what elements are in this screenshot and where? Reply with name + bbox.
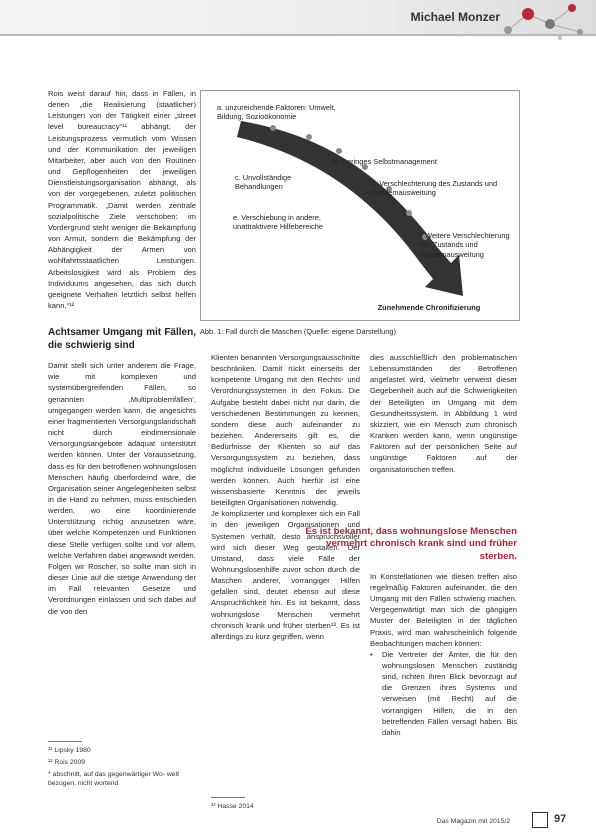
figure-label-b: b. Geringes Selbstmanagement: [333, 157, 437, 166]
page-number: 97: [554, 813, 567, 825]
arrow-dot: [270, 125, 276, 131]
footnote-rule: [48, 741, 82, 742]
bullet-item: [370, 649, 517, 738]
paragraph: In Konstellationen wie diesen treffen also regelmäßig Faktoren aufeinander, die den Umgang mit den Fällen schwierig machen. Vergegenwärtigt man sich die gängigen Muster der Beteiligten in der täglichen Praxis, wird man wahrscheinlich folgende Beobachtungen machen können:: [370, 571, 517, 648]
arrow-dot: [336, 148, 342, 154]
figure-diagram: [200, 90, 520, 321]
footnote: ¹¹ Lipsky 1980: [48, 747, 91, 754]
paragraph: Klienten benannten Versorgungsausschnitte beschränken. Damit rückt einerseits der kompetente Umgang mit den Rechts- und Verordnungssystemen in den Fokus. Die Aufgabe besteht dabei nicht nur darin, die verschiedenen Bestimmungen zu kennen, sondern diese auch aufeinander zu beziehen. Andererseits gilt es, die Bedürfnisse der Klienten so auf das Versorgungssystem zu beziehen, dass möglichst individuelle Lösungen gefunden werden können. Auch hierfür ist eine wissensbasierte Kenntnis der jeweils beteiligten Organisationen notwendig.: [211, 353, 360, 508]
footnote: ¹³ Hasse 2014: [211, 803, 254, 810]
paragraph: dies ausschließlich den problematischen Lebensumständen der Betroffenen angelastet wird, vielmehr verweist dieser Gegebenheit auch auf die Schwierigkeiten der Beteiligten im Umgang mit dem Gesundheitssystem. In Abbildung 1 wird skizziert, wie ein Mensch zum chronisch Kranken werden kann, wenn ungünstige Faktoren auf der persönlichen Seite auf ungünstige Faktoren auf der organisatorischen treffen.: [370, 353, 517, 474]
footnote: ¹² Rois 2009: [48, 759, 86, 766]
bullet-marker: •: [370, 649, 373, 659]
journal-footer: Das Magazin mit 2015/2: [436, 818, 510, 825]
figure-caption: Abb. 1: Fall durch die Maschen (Quelle: eigene Darstellung): [200, 327, 396, 336]
arrow-dot: [406, 210, 412, 216]
author-name: Michael Monzer: [410, 10, 500, 24]
funnel-arrow-graphic: [201, 91, 519, 320]
figure-label-f: f. Weitere Verschlechterung des Zustands und Problemausweitung: [419, 231, 510, 259]
molecule-decoration: [498, 0, 590, 42]
section-heading: Achtsamer Umgang mit Fällen, die schwierig sind: [48, 327, 196, 351]
paragraph: Folgen wir Roscher, so sollte man sich in dieser Linie auf die stetige Anwendung der im Fall relevanten Gesetze und Verordnungen einlassen und sich dabei auf die von den: [48, 561, 196, 616]
figure-label-d: d. Verschlechterung des Zustands und Problemausweitung: [371, 179, 498, 198]
figure-label-a: a. unzureichende Faktoren: Umwelt, Bildung, Sozioökonomie: [217, 103, 336, 122]
paragraph: Je komplizierter und komplexer sich ein Fall in den jeweiligen Organisationen und Systemen verhält, desto anspruchsvoller wird sich dieser Weg gestalten. Der Umstand, dass viele Fälle der Wohnungslosenhilfe zuvor schon durch die Maschen anderer, vorrangiger Hilfen gefallen sind, deutet ebenso auf diese Anspruchlichkeit hin. Es ist bekannt, dass wohnungslose Menschen vermehrt chronisch krank und früher sterben¹³. Es ist allerdings zu kurz gegriffen, wenn: [211, 509, 360, 641]
footnote-rule: [211, 797, 245, 798]
figure-label-bottom: Zunehmende Chronifizierung: [377, 303, 481, 312]
column-left: [48, 88, 196, 617]
paragraph: Damit stellt sich unter anderem die Frage, wie mit komplexen und systemübergreifenden Fällen, so genannten ‚Multiproblemfällen‘, umgegangen werden kann, die angesichts einer fragmentierten Versorgungslandschaft nicht durch eindimensionale Versorgungsangebote adäquat unterstützt werden können. Unter der Voraussetzung, dass es für den betroffenen wohnungslosen Menschen häufig überfordernd wäre, die Organisation seiner Angelegenheiten selbst in die Hand zu nehmen, muss entschieden werden, wo eine koordinierende Unterstützung richtig anzusetzen wäre, über welche Kompetenzen und Funktionen diese Stelle verfügen sollte und vor allem, welche Verfahren dabei angewandt werden.: [48, 361, 196, 560]
bullet-text: Die Vertreter der Ämter, die für den wohnungslosen Menschen zuständig sind, richten ihren Blick bevorzugt auf die Grenzen ihres Systems und verweisen (mit Recht) auf die vorrangigen Hilfen, die in den betreffenden Fällen versagt haben. Bis dahin: [382, 649, 517, 737]
figure-label-e: e. Verschiebung in andere, unattraktivere Hilfebereiche: [233, 213, 323, 232]
pull-quote: Es ist bekannt, dass wohnungslose Menschen vermehrt chronisch krank sind und früher sterben.: [305, 526, 517, 562]
arrow-dot: [306, 134, 312, 140]
figure-label-c: c. Unvollständige Behandlungen: [235, 173, 292, 192]
page-icon: [532, 812, 548, 828]
footnote: * abschnitt, auf das gegenwärtiger Wo- weit bezogen, nicht wortend: [48, 771, 179, 788]
paragraph: Rois weist darauf hin, dass in Fällen, in denen „die Realisierung (staatlicher) Leistungen von der Tätigkeit einer „street level bureaucracy“¹¹ abhängt, der Leistungsprozess vermutlich vom Wissen und der Kommunikation der jeweiligen Mitarbeiter, aber auch von den Routinen und Gepflogenheiten der jeweiligen Dienstleistungsorganisation abhängt, als von der vorgegebenen, zuletzt politischen Programmatik. „Damit werden zentrale sozialpolitische Ziele verschoben: im Vordergrund steht weniger die Bekämpfung von Armut, sondern die Bekämpfung der Abhängigkeit der Armen von wohlfahrtsstaatlichen Leistungen. Arbeitslosigkeit wird als Problem des Individuums angesehen, das sich durch geeignete Verhalten letztlich selbst helfen kann.“¹²: [48, 89, 196, 310]
column-middle: [211, 352, 360, 642]
